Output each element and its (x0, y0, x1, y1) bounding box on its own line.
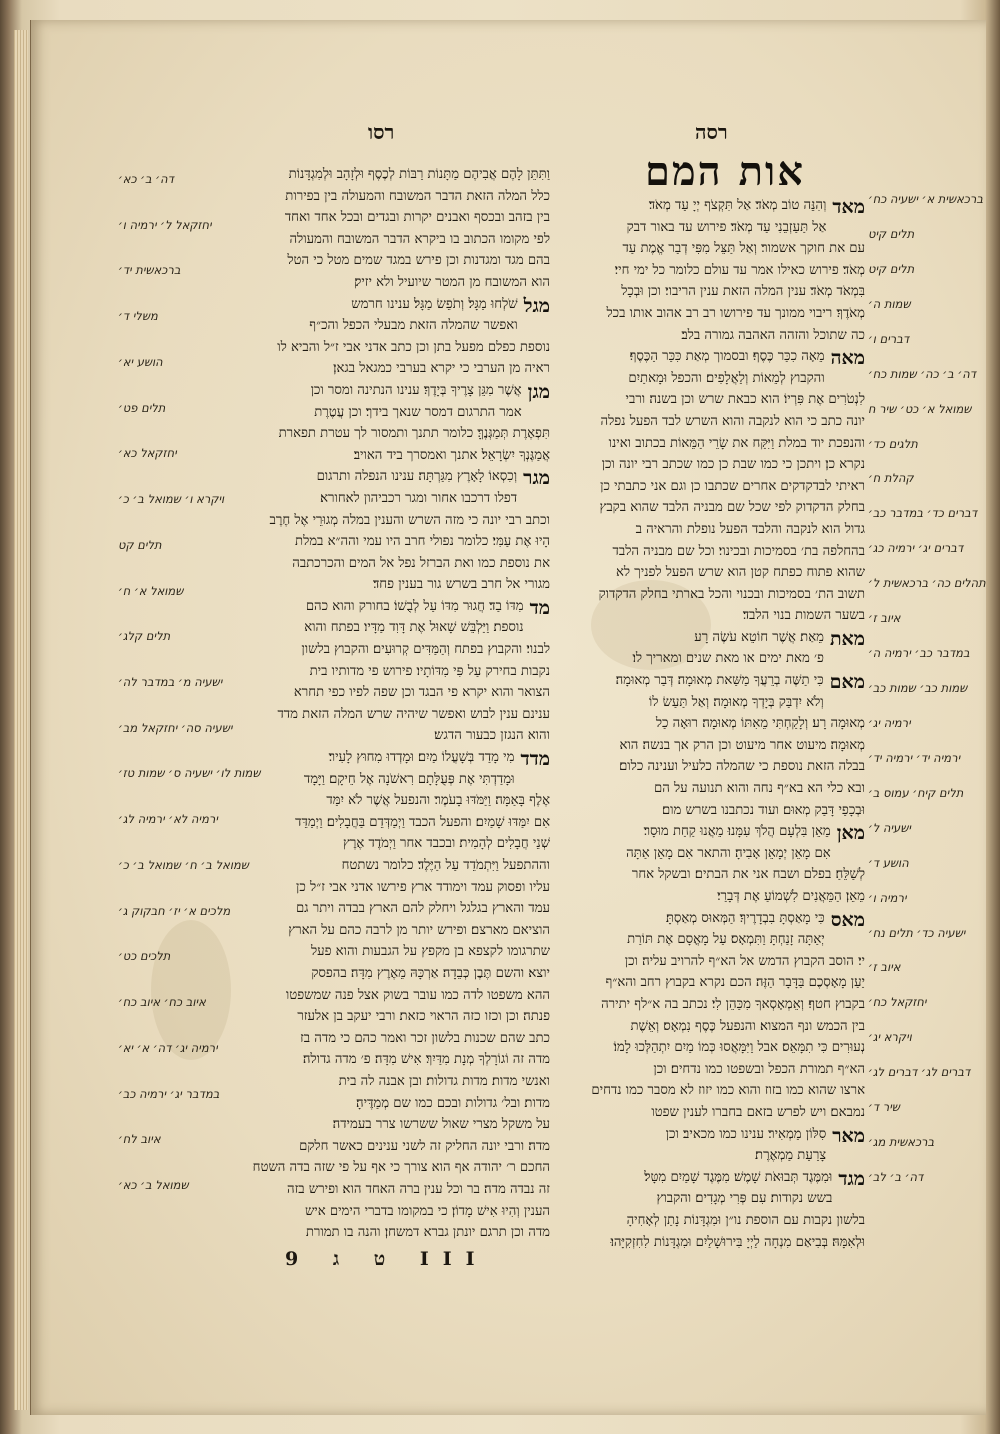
entry-headword: מד (529, 596, 550, 619)
margin-reference-note: תלכים כט׳ (118, 949, 171, 963)
text-line: הצואר והוא יקרא פי הבגד וכן שפה לפיו כפי תחרא (293, 685, 550, 701)
dictionary-entry (570, 821, 865, 907)
text-line: הענין וְהִיוּ אִישׁ מָדוֹן׃ כי במקומו בדברי הימים איש (304, 1203, 550, 1219)
text-line: מֵאַת׃ אֲשֶׁר חוֹטֵא עֹשֶׂה רָע (694, 629, 824, 645)
text-line: והקבוץ לְמֵאוֹת וְלַאֲלָפִים׃ והכפל וּמָאתַיִם (628, 370, 825, 386)
margin-reference-note: ירמיה ו׳ (868, 891, 907, 905)
dictionary-entry (570, 627, 865, 670)
text-line: יי׃ הוסב הקבוץ הדמש אל הא״ף להרויב עליה׃ וכן (624, 953, 865, 969)
text-line: כִּי תַשֶּׁה בְרֵעֲךָ מַשַּׁאת מְאוּמָה׃ דְּבַר מְאוּמָה׃ (615, 673, 824, 689)
margin-reference-note: איוב כח׳ איוב כח׳ (118, 995, 206, 1009)
text-line: מְאֹד׃ פירוש כאילו אמר עד עולם כלומר כל ימי חיי׃ (614, 262, 865, 278)
text-line: נוספת׃ וַיַּלְבֵּשׁ שָׁאוּל אֶת דָּוִד מַדָּיו׃ בפתח והוא (304, 620, 524, 636)
margin-reference-note: ישעיה סה׳ יחזקאל מב׳ (118, 721, 233, 735)
dictionary-entry (215, 294, 550, 380)
text-line: בין הכמש ונף המצוא׃ והנפעל כֶּסֶף נִמְאָס׃ וְאֵשֶׁת (630, 1018, 865, 1034)
margin-reference-note: קהלת ח׳ (868, 471, 914, 485)
dictionary-entry (215, 380, 550, 466)
entry-headword: מגן (527, 380, 550, 403)
right-text-column (570, 195, 865, 1253)
text-line: נקבות בחירק עַל פִּי מִדּוֹתָיו׃ פירוש פי מדותיו בית (309, 663, 550, 679)
text-line: נקרא כן׃ ויתכן כי כמו שבת כן כמו שכתב רבי יונה וכן (601, 457, 865, 473)
text-line: שְׁנֵי חֲבָלִים לְהָמִית׃ ובכבד אחר וַיְמֹדֶד אֶרֶץ (343, 836, 550, 852)
left-text-column (215, 164, 550, 1244)
text-line: ההא משפטו לדה כמו עובר בשוק אצל פנה שמשפטו (285, 987, 550, 1003)
text-line: צָרַעַת מַמְאֶרֶת׃ (755, 1148, 827, 1164)
text-line: יְאַתָּה זָנַחְתָּ וַתִּמְאָס׃ עַל מָאֳסָם אֶת תּוֹרַת (627, 932, 825, 948)
text-line: ראיתי לבדקדקים אחרים שכתבו כן וגם אני כתבתי כן (600, 478, 865, 494)
text-line: וההתפעל וַיִּתְמֹדֵד עַל הַיֶּלֶד׃ כלומר נשתטח (341, 858, 550, 873)
text-line: בלשון נקבות עם הוספת נו״ן וּמִגְדָּנוֹת נָתַן לְאָחִיהָ (626, 1212, 865, 1228)
text-line: מְאוּמָה׃ מיעוט אחר מיעוט וכן הרק אך בנשה׃ הוא (619, 737, 865, 753)
text-line: בחלק הדקדוק לפי שכל שם מבניה הלבד שהוא בקבץ (599, 500, 865, 516)
dictionary-entry (570, 1124, 865, 1167)
text-line: את נוספת כמו ואת הברזל נפל אל המים והכרכתבה (292, 555, 550, 571)
text-line: כתב שהם שכנות בלשון זכר ואמר כהם כי מדה בז (300, 1030, 550, 1046)
margin-reference-note: יחזקאל ל׳ ירמיה ו׳ (118, 218, 212, 232)
text-line: בשש נקודות׃ עִם פְּרִי מְגָדִים׃ והקבוץ (656, 1191, 833, 1207)
text-line: בהם מגד ומגדנות וכן פירש במגד שמים מטל כי הטל (287, 253, 550, 269)
margin-reference-note: שמואל א׳ כט׳ שיר ח (868, 402, 972, 416)
text-line: וּלְאִמָּהּ׃ בְּבִיאַם מִנְחָה לַיְיָ בִּירוּשָׁלַיִם וּמִגְדָּנוֹת לִחִזְקִיָּהוּ׃ (610, 1234, 865, 1250)
margin-reference-note: תלים קיט (868, 262, 915, 276)
text-line: מדה זה וֹגוֹרָלְךָ מְנָת מִדַּיִךְ׃ אִישׁ מִדָּה׃ פ׳ מדה גדולה׃ (302, 1052, 550, 1068)
margin-reference-note: שיר ד׳ (868, 1100, 900, 1114)
text-line: וְלֹא יִדְבַּק בְּיָדְךָ מְאוּמָה׃ וְאַל תַּעַשׂ לוֹ (648, 694, 824, 710)
text-line: נוספת כפלם מפעל בתן וכן כתב אדני אבי ז״ל והביא לו (277, 339, 550, 355)
text-line: סִלּוֹן מַמְאִיר׃ ענינו כמו מכאיב׃ וכן (665, 1126, 827, 1142)
text-line: אַל תַּעַזְבֵנִי עַד מְאֹד׃ פירוש עד באור דבק (626, 219, 827, 235)
text-line: אֲמַגֶּנְךָ יִשְׂרָאֵל׃ אתנך ואמסרך ביד האויב׃ (353, 447, 550, 463)
text-line: מדות׃ ובל׳ גדולות ובכם כמו שם מְמַדֶּיהָ׃ (356, 1095, 550, 1111)
left-page-number: רסו (368, 120, 395, 144)
margin-reference-note: ירמיה יג׳ (868, 716, 911, 730)
text-line: לִנְטֹרִים אֶת פִּרְיוֹ׃ הוא כבאת שרש וכן בשנה׃ ורבי (625, 392, 865, 408)
margin-reference-note: ישעיה מ׳ במדבר לה׳ (118, 675, 223, 689)
margin-reference-note: תהלים כה׳ ברכאשית ל׳ (868, 576, 986, 590)
entry-headword: מאן (836, 822, 865, 845)
margin-reference-note: שמות לו׳ ישעיה ס׳ שמות טז׳ (118, 766, 261, 780)
margin-reference-note: שמות ה׳ (868, 297, 911, 311)
text-line: וְכִסְאוֹ לָאָרֶץ מִגַּרְתָּה׃ ענינו הנפלה ותרגום (316, 469, 518, 485)
text-line: מְאֹדֶךָ׃ ריבוי ממונך עד פירושו רב רב אהוב אותו בכל (606, 305, 865, 321)
margin-reference-note: איוב לח׳ (118, 1132, 161, 1146)
dictionary-entry (215, 596, 550, 747)
text-line: ארצו שהוא כמו בזוז והוא כמו יזוז לא מסבר כמו נדחים (591, 1083, 865, 1099)
margin-reference-note: דה׳ ב׳ לב׳ (868, 1170, 924, 1184)
text-line: ובא כלי הא בא״ף נחה והוא תנועה על הם (654, 781, 865, 797)
margin-reference-note: ויקרא יג׳ (868, 1030, 912, 1044)
margin-reference-note: דה׳ ב׳ כה׳ שמות כח׳ (868, 367, 977, 381)
text-line: אמר התרגום דמסר שנאך בידך׃ וכן עֲטֶרֶת (314, 404, 522, 420)
margin-reference-note: ויקרא ו׳ שמואל ב׳ כ׳ (118, 492, 225, 506)
margin-reference-note: הושע יא׳ (118, 355, 163, 369)
margin-reference-note: שמואל ב׳ כא׳ (118, 1178, 189, 1192)
margin-reference-note: שמות כב׳ שמות כב׳ (868, 681, 968, 695)
text-line: שֹׁלְחוּ מַגָּל׃ וְתֹפֵשׂ מַגָּל׃ ענינו חרמש (351, 296, 518, 312)
margin-reference-note: יחזקאל כא׳ (118, 446, 177, 460)
entry-headword: מאס (830, 908, 865, 931)
text-line: ואנשי מדות׃ מדות גדולות׃ ובן אבנה לה בית (338, 1073, 550, 1089)
text-line: יַעַן מָאָסְכֶם בַּדָּבָר הַזֶּה׃ הכם נקרא בקבוץ רחב והא״ף (605, 975, 865, 991)
text-line: זה נבדה מדה׃ בר וכל ענין ברה האחד הוא׃ ופירש בזה (286, 1181, 550, 1197)
margin-reference-note: שמואל א׳ ח׳ (118, 584, 184, 598)
text-line: והוא הנגזן כבעור הדגש׃ (434, 728, 550, 744)
text-line: בהחלפה בת׳ בסמיכות ובכינוי׃ וכל שם מבניה הלבד (612, 543, 865, 559)
text-line: ראיה מן הערבי כי יקרא בערבי כמגאל בגאן׃ (333, 361, 550, 377)
margin-reference-note: שמואל ב׳ ח׳ שמואל ב׳ כ׳ (118, 858, 249, 872)
text-line: החכם ר׳ יהודה אף הוא צורך כי אף על פי שזה בדה השטח (252, 1160, 550, 1176)
dictionary-entry (570, 346, 865, 627)
dictionary-entry (215, 466, 550, 596)
text-line: מֵאֵן בִּלְעָם הֲלֹךְ עִמָּנוּ׃ מֵאֲנוּ קַחַת מוּסָר׃ (643, 824, 831, 840)
text-line: אֲשֶׁר מִגֵּן צָרֶיךָ בְּיָדֶךָ׃ ענינו הנתינה ומסר וכן (310, 382, 522, 398)
text-line: מִי מָדַד בְּשָׁעֳלוֹ מַיִם׃ וּמָדְדוּ מִחוּץ לָעִיר׃ (328, 750, 515, 766)
text-line: ענינם ענין לבוש ואפשר שיהיה שרש המלה הזאת מדד (277, 706, 550, 722)
text-line: ואפשר שהמלה הזאת מבעלי הכפל והכ״ף (309, 318, 518, 334)
dictionary-entry (570, 1167, 865, 1253)
text-line: וּמִמֶּגֶד תְּבוּאֹת שָׁמֶשׁ׃ מִמֶּגֶד שָׁמַיִם מִטָּל׃ (644, 1169, 833, 1185)
entry-headword: מאת (829, 627, 865, 650)
text-line: שתרגומו לקצפא בן מקפץ על הגבעות והוא פעל (310, 944, 550, 960)
letter-section-title: אות המם (645, 148, 805, 195)
dictionary-entry (215, 747, 550, 1244)
entry-headword: מגל (523, 294, 550, 317)
text-line: אֶלֶף בָּאַמָּה׃ וַיַּמֹּדּוּ בָעֹמֶר׃ והנפעל אֲשֶׁר לֹא יִמַּד (326, 793, 550, 809)
text-line: וְהִנֵּה טוֹב מְאֹד׃ אַל תִּקְצֹף יְיָ עַד מְאֹד׃ (648, 198, 827, 213)
text-line: נְעוּרִים כִּי תִמָּאֵס׃ אבל וַיִּמָּאֲסוּ כְּמוֹ מַיִם יִתְהַלְּכוּ לָמוֹ׃ (613, 1040, 865, 1056)
text-line: מדה וכן תרגם יונתן גברא דמשחן׃ והנה בו תמורת (305, 1225, 550, 1241)
margin-reference-note: מלכים א׳ יז׳ חבקוק ג׳ (118, 904, 231, 918)
margin-reference-note: ירמיה יג׳ דה׳ א׳ יא׳ (118, 1041, 218, 1055)
margin-reference-note: דברים יג׳ ירמיה כג׳ (868, 541, 964, 555)
text-line: תשוב הת׳ בסמיכות ובכנוי והכל בארתי בחלק הדקדוק (598, 586, 865, 602)
text-line: כלל המלה הזאת הדבר המשובח והמעולה בין בפירות (285, 188, 550, 204)
margin-reference-note: איוב ז׳ (868, 960, 901, 974)
margin-reference-note: ישעיה כד׳ תלים נח׳ (868, 926, 966, 940)
margin-reference-note: במדבר יג׳ ירמיה כב׳ (118, 1087, 220, 1101)
margin-reference-note: ברכאשית יד׳ (118, 263, 181, 277)
margin-reference-note: ירמיה יד׳ ירמיה יד׳ (868, 751, 961, 765)
text-line: כִּי מָאַסְתָּ בִבְדָרֶיךָ׃ הַמְּאוּס מְאַסְתָּ׃ (665, 910, 825, 926)
text-line: הָיוּ אֶת עַמִּי׃ כלומר נפולי חרב היו עמי והה״א במלת (295, 534, 550, 550)
text-line: יוצא׃ והשם תֶּבֶן כְּבֵדָה׃ אַרְכָּהּ מֵאֶרֶץ מִדָּה׃ בהפסק (311, 965, 550, 981)
text-line: נמבאם׃ ויש לפרש בזאם בחברו לענין שפטו (651, 1104, 865, 1120)
margin-reference-note: יחזקאל כח׳ (868, 995, 927, 1009)
margin-reference-note: הושע ד׳ (868, 856, 909, 870)
text-line: הוציאם מארצם׃ ופירש יותר מן לרבה כהם על הארץ (288, 922, 550, 938)
text-line: בין בזהב ובכסף ואבנים יקרות ובגדים ובכל אחד ואחד (284, 210, 550, 226)
dictionary-entry (570, 670, 865, 821)
text-line: פ׳ מאת ימים או מאת שנים ומאריך לו׃ (632, 651, 824, 667)
text-line: בִּמְאֹד מְאֹד׃ ענין המלה הזאת ענין הריבוי׃ וכן וּבְכָל (621, 284, 865, 300)
text-line: שהוא פתוח כפתח קטן הוא שרש הפעל לפניך לא (616, 565, 865, 581)
margin-reference-note: דברים כד׳ במדבר כב׳ (868, 506, 978, 520)
text-line: הוא המשובח מן המטר שיועיל ולא יזיק׃ (354, 274, 550, 290)
text-line: בשער השמות בנוי הלבד׃ (742, 608, 865, 624)
text-line: בקבוץ חטף׃ וְאֵמְאָסְאךָ מִכַּהֵן לִי׃ נכתב בה א״לף יתירה (601, 996, 865, 1012)
text-line: בבלה הזאת נוספת כי שהמלה כלעיל וענינה כלום׃ (619, 759, 865, 775)
entry-headword: מאם (829, 671, 865, 694)
margin-reference-note: תלים קלג׳ (118, 629, 171, 643)
margin-reference-note: משלי ד׳ (118, 309, 158, 323)
text-line: עליו ופסוק עמד וימודד ארץ פירשו אדני אבי ז״ל כן (296, 879, 550, 895)
text-line: לְשַׁלֵּחַ׃ בפלם ושבח אני את הבתים׃ ובשקל אחר (631, 867, 865, 883)
text-line: אִם מָאֵן יְמָאֵן אָבִיהָ׃ והתאר אִם מָאֵן אַתָּה (626, 845, 831, 861)
text-line: מֵאֵן׃ הַמֵּאֲנִים לִשְׁמוֹעַ אֶת דְּבָרַי׃ (717, 889, 865, 904)
text-line: גדול הוא לנקבה והלבד הפעל נופלת והראיה ב (635, 521, 865, 537)
text-line: מְאוּמָה רָע׃ וְלָקַחְתִּי מֵאִתּוֹ מְאוּמָה׃ רוּאָה כַל (655, 716, 865, 732)
text-line: וַתִּתֵּן לָהֶם אֲבִיהֶם מַתָּנוֹת רַבּוֹת לְכֶסֶף וּלְזָהָב וּלְמִגְדָּנוֹת (288, 167, 550, 182)
margin-reference-note: דה׳ ב׳ כא׳ (118, 172, 174, 186)
margin-reference-note: תלים פט׳ (118, 401, 166, 415)
entry-headword: מאד (832, 196, 865, 218)
margin-reference-note: במדבר כב׳ ירמיה ה׳ (868, 646, 970, 660)
text-line: עם את חוקך אשמור׃ וְאַל תַּצֵּל מִפִּי דְבַר אֱמֶת עַד (622, 241, 865, 257)
margin-reference-note: ברכאשית א׳ ישעיה כח׳ (868, 192, 983, 206)
entry-headword: מדד (520, 748, 550, 771)
entry-headword: מגר (523, 467, 550, 490)
dictionary-entry (570, 195, 865, 346)
text-line: לפי מקומו הכתוב בו ביקרא הדבר המשובח והמעולה (289, 231, 550, 247)
text-line: וכתב רבי יונה כי מזה השרש והענין במלה מְגוּרֵי אֶל חֶרֶב (269, 512, 550, 528)
entry-headword: מגד (838, 1167, 865, 1190)
margin-reference-note: ישעיה ל׳ (868, 821, 911, 835)
right-page-number: רסה (695, 120, 728, 144)
text-line: מֵאָה כִכַּר כֶּסֶף׃ ובסמוך מְאַת כִּכַּר הַכֶּסֶף׃ (629, 349, 825, 365)
text-line: דפלו דרכבו אחור ומגר רכביהון לאחורא׃ (320, 490, 518, 506)
margin-reference-note: תלים קיח׳ עמוס ב׳ (868, 786, 964, 800)
margin-reference-note: תלים קיט (868, 227, 915, 241)
margin-reference-note: ירמיה לא׳ ירמיה לג׳ (118, 812, 218, 826)
margin-reference-note: תלגים כד׳ (868, 437, 918, 451)
margin-reference-note: איוב ז׳ (868, 611, 901, 625)
margin-reference-note: תלים קט (118, 538, 162, 552)
text-line: אִם יִמַּדּוּ שָׁמַיִם׃ והפעל הכבד וַיְמַדְּדֵם בַּחֲבָלִים׃ וַיְמַדֵּד (295, 814, 550, 830)
text-line: וּבְכָפַי דָּבַק מְאוּם׃ ועוד נכתבנו בשרש מום׃ (661, 802, 865, 818)
text-line: עמד והארץ בגלגל ויחלק להם הארץ בבדה ויתר גם (295, 901, 550, 917)
text-line: וּמָדַדְתִּי אֶת פְּעֻלָּתָם רִאשֹׁנָה אֶל חֵיקָם׃ וַיָּמָד (303, 771, 515, 787)
text-line: הא״ף תמורת הכפל ובשפטו כמו נדחים׃ וכן (653, 1061, 865, 1077)
margin-reference-note: דברים לג׳ דברים לג׳ (868, 1065, 971, 1079)
text-line: והנפכת יוד במלת וַיִּקַּח את שָׂרֵי הַמֵּאוֹת בכתוב ואינו (608, 435, 865, 451)
text-line: יונה כתב כי הוא לנקבה והוא השרש לבד הפעל נפלה (600, 413, 865, 429)
entry-headword: מאר (832, 1124, 865, 1147)
page-edges (14, 30, 28, 1410)
margin-reference-note: ברכאשית מג׳ (868, 1135, 935, 1149)
intro-paragraph (215, 164, 550, 294)
text-line: תִּפְאֶרֶת תְּמַגְּנֶךָּ׃ כלומר תתנך ותמסור לך עטרת תפארת (278, 426, 550, 442)
dictionary-entry (570, 908, 865, 1124)
text-line: מגורי אל חרב בשרש גור בענין פחד׃ (372, 577, 550, 593)
page-signature: ט ג 9 III (285, 1248, 489, 1270)
text-line: מדה׃ ורבי יונה החליק זה לשני ענינים כאשר חלקם (299, 1138, 550, 1154)
text-line: מִדּוֹ בַד׃ חֲגוּר מִדּוֹ עַל לְבֻשׁוֹ׃ בחורק והוא כהם (305, 598, 524, 614)
entry-headword: מאה (830, 347, 865, 370)
text-line: כה שתוכל והזהה האהבה גמורה בלב׃ (681, 327, 865, 343)
text-line: לבנוי׃ והקבוץ בפתח וְהַמַּדִּים קְרוּעִים׃ והקבוץ בלשון (301, 642, 550, 658)
text-line: פנתה׃ וכן וכזו כזה הראוי כזאת׃ ורבי יעקב בן אלעזר (297, 1009, 550, 1025)
text-line: על משקל מצרי שאול ששרשו צרר בעמידה׃ (332, 1117, 550, 1133)
margin-reference-note: דברים ו׳ (868, 332, 910, 346)
